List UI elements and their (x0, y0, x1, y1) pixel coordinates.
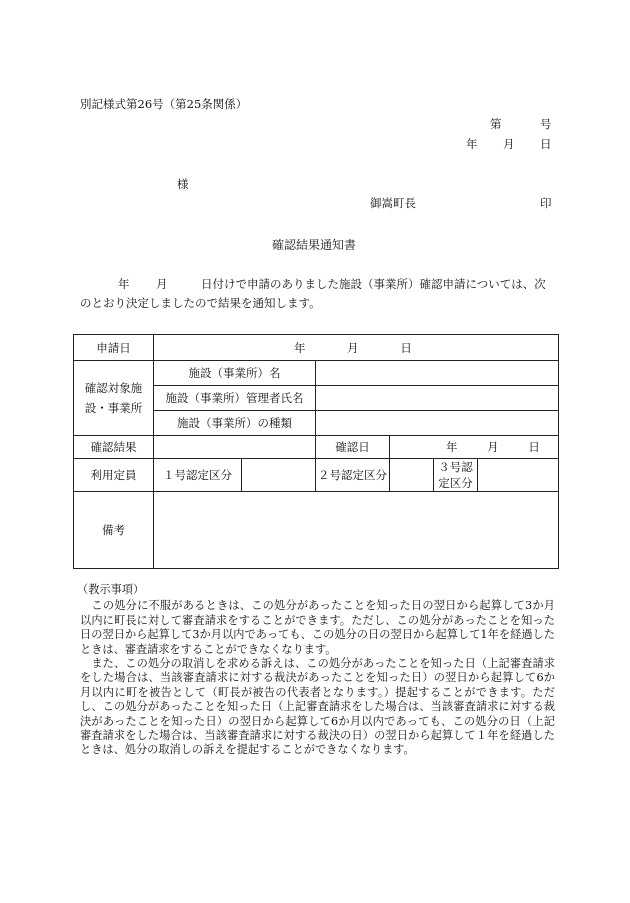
category-3-label: ３号認定区分 (434, 459, 478, 492)
confirm-date-value (390, 436, 559, 459)
category-1-value (242, 459, 316, 492)
category-1-label: １号認定区分 (154, 459, 242, 492)
remarks-label: 備考 (74, 492, 154, 569)
confirm-date-year: 年 (446, 440, 458, 454)
form-number: 別記様式第26号（第25条関係） (80, 97, 248, 111)
issue-date-month: 月 (503, 137, 515, 151)
facility-name-label: 施設（事業所）名 (154, 361, 316, 386)
intro-text-line-1: 日付けで申請のありました施設（事業所）確認申請については、次 (201, 277, 546, 291)
result-value (154, 436, 316, 459)
category-2-value (390, 459, 434, 492)
application-date-year: 年 (294, 340, 306, 355)
capacity-label: 利用定員 (74, 459, 154, 492)
document-number-suffix: 号 (540, 117, 552, 131)
intro-year: 年 (118, 277, 130, 291)
application-date-row (74, 335, 559, 361)
capacity-row (74, 459, 559, 492)
facility-name-row (74, 361, 559, 386)
target-facility-label (74, 361, 154, 436)
application-date-label: 申請日 (74, 335, 154, 361)
issue-date-year: 年 (466, 137, 478, 151)
issue-date-day: 日 (540, 137, 552, 151)
target-label-line-1: 確認対象施 (84, 381, 143, 395)
category-2-label: ２号認定区分 (316, 459, 390, 492)
confirm-date-day: 日 (528, 440, 540, 454)
remarks-row (74, 492, 559, 569)
document-title: 確認結果通知書 (272, 238, 357, 252)
facility-name-value (316, 361, 559, 386)
notice-paragraph-1: この処分に不服があるときは、この処分があったことを知った日の翌日から起算して3か月以内に町長に対して審査請求をすることができます。ただし、この処分があったことを知った日の翌日から起算して3か月以内であっても、この処分の日の翌日から起算して1年を経過したときは、審査請求をすることができなくなります。 (80, 599, 555, 656)
addressee-honorific: 様 (177, 177, 189, 191)
target-label-line-2: 設・事業所 (84, 401, 143, 415)
facility-type-value (316, 411, 559, 436)
notice-paragraph-2: また、この処分の取消しを求める訴えは、この処分があったことを知った日（上記審査請求をした場合は、当該審査請求に対する裁決があったことを知った日）の翌日から起算して6か月以内に町を被告として（町長が被告の代表者となります。）提起することができます。ただし、この処分があったことを知った日（上記審査請求をした場合は、当該審査請求に対する裁決があったことを知った日）の翌日から起算して6か月以内であっても、この処分の日（上記審査請求をした場合は、当該審査請求に対する裁決の日）の翌日から起算して１年を経過したときは、処分の取消しの訴えを提起することができなくなります。 (80, 657, 555, 757)
seal-mark: 印 (540, 196, 552, 210)
intro-text-line-2: のとおり決定しましたので結果を通知します。 (80, 296, 321, 310)
document-number-prefix: 第 (490, 117, 502, 131)
facility-type-label: 施設（事業所）の種類 (154, 411, 316, 436)
result-row (74, 436, 559, 459)
appeal-notice (77, 583, 555, 758)
confirm-date-month: 月 (487, 440, 499, 454)
manager-name-value (316, 386, 559, 411)
confirm-date-label: 確認日 (316, 436, 390, 459)
manager-name-label: 施設（事業所）管理者氏名 (154, 386, 316, 411)
intro-month: 月 (156, 277, 168, 291)
category-3-value (478, 459, 559, 492)
notice-heading: （教示事項） (77, 583, 145, 596)
result-label: 確認結果 (74, 436, 154, 459)
application-date-month: 月 (347, 340, 359, 355)
confirmation-table (73, 334, 559, 569)
application-date-value (154, 335, 559, 361)
remarks-value (154, 492, 559, 569)
sender-name: 御嵩町長 (370, 196, 416, 210)
application-date-day: 日 (400, 340, 412, 355)
